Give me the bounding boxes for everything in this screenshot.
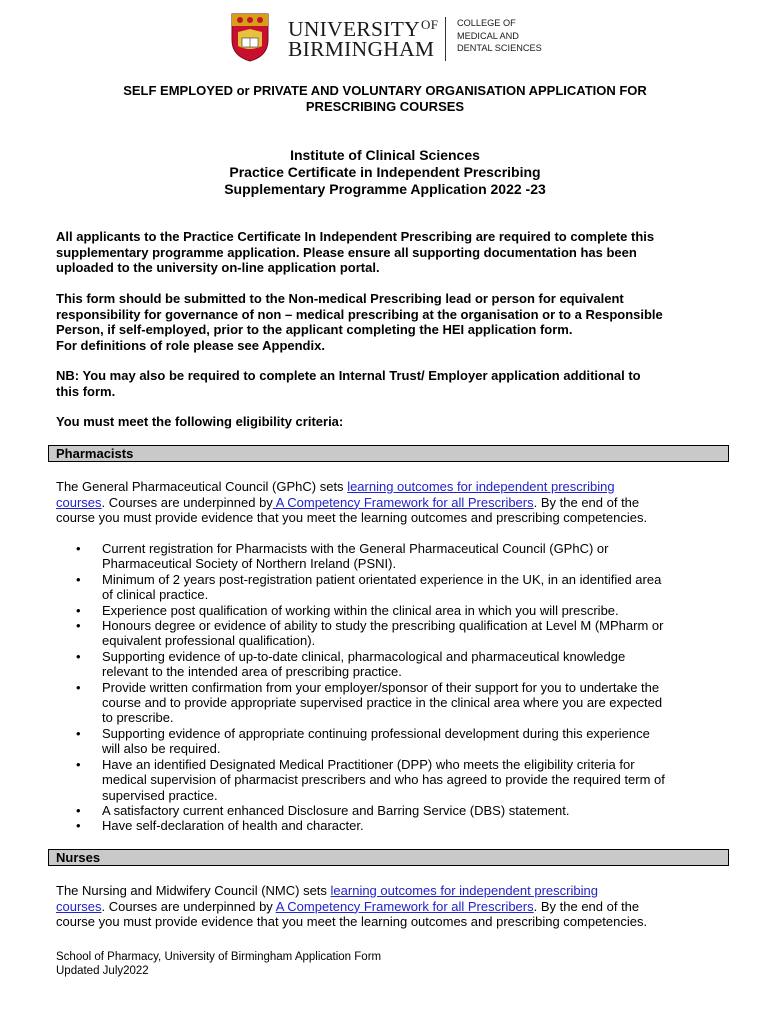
list-item: • Honours degree or evidence of ability to study the prescribing qualification at Level M (MPharm or equivalent professional qualification).	[76, 618, 664, 649]
bullet-icon: •	[76, 602, 81, 618]
intro-paragraph-submission: This form should be submitted to the Non-medical Prescribing lead or person for equivalent responsibility for governance of non – medical prescribing at the organisation or to a Responsible Person, if self-employed, prior to the applicant completing the HEI application form. For definitions of role please see Appendix.	[56, 291, 663, 353]
list-item: • Minimum of 2 years post-registration patient orientated experience in the UK, in an identified area of clinical practice.	[76, 571, 662, 603]
bullet-icon: •	[76, 802, 81, 818]
college-name: COLLEGE OF MEDICAL AND DENTAL SCIENCES	[457, 18, 542, 53]
nurses-intro-paragraph: The Nursing and Midwifery Council (NMC) sets learning outcomes for independent prescribing courses. Courses are underpinned by A Competency Framework for all Prescribers. By the end of the course you must provide evidence that you meet the learning outcomes and prescribing competencies.	[56, 883, 648, 929]
programme-subtitle: Institute of Clinical Sciences Practice Certificate in Independent Prescribing Supplementary Programme Application 2022 -23	[224, 147, 546, 197]
list-item: • Have an identified Designated Medical Practitioner (DPP) who meets the eligibility criteria for medical supervision of pharmacist prescribers and who has agreed to provide the required term of supervised practice.	[76, 756, 665, 803]
university-logo	[222, 8, 568, 66]
learning-outcomes-link[interactable]: learning outcomes for independent prescribing	[347, 479, 615, 494]
bullet-icon: •	[76, 756, 81, 772]
university-name: $UNIVERSITY^{OF}$ BIRMINGHAM	[288, 17, 439, 61]
document-title: SELF EMPLOYED or PRIVATE AND VOLUNTARY ORGANISATION APPLICATION FOR PRESCRIBING COURSES	[123, 83, 647, 114]
list-item: • Have self-declaration of health and character.	[76, 818, 364, 834]
list-item: • Supporting evidence of appropriate continuing professional development during this experience will also be required.	[76, 725, 650, 757]
bullet-icon: •	[76, 818, 81, 834]
pharmacists-criteria-list	[56, 541, 731, 834]
university-crest-icon	[230, 12, 270, 62]
list-item: • Supporting evidence of up-to-date clinical, pharmacological and pharmaceutical knowledge relevant to the intended area of prescribing practice.	[76, 648, 626, 680]
section-heading-nurses: Nurses	[48, 849, 729, 866]
intro-paragraph-applicants: All applicants to the Practice Certificate In Independent Prescribing are required to complete this supplementary programme application. Please ensure all supporting documentation has been uploaded to the university on-line application portal.	[56, 229, 655, 275]
list-item: • A satisfactory current enhanced Disclosure and Barring Service (DBS) statement.	[76, 802, 570, 818]
eligibility-criteria-heading: You must meet the following eligibility criteria:	[56, 414, 344, 429]
bullet-icon: •	[76, 679, 81, 695]
list-item: • Experience post qualification of working within the clinical area in which you will prescribe.	[76, 602, 619, 618]
nmc-learning-outcomes-link-cont[interactable]: courses	[56, 898, 102, 914]
section-heading-pharmacists: Pharmacists	[48, 445, 729, 462]
pharmacists-intro-paragraph: The General Pharmaceutical Council (GPhC) sets learning outcomes for independent prescribing courses. Courses are underpinned by A Competency Framework for all Prescribers. By the end of the course you must provide evidence that you meet the learning outcomes and prescribing competencies.	[56, 479, 648, 525]
bullet-icon: •	[76, 725, 81, 741]
list-item: • Provide written confirmation from your employer/sponsor of their support for you to undertake the course and to provide appropriate supervised practice in the clinical area where you are expected to prescribe.	[76, 679, 663, 726]
intro-paragraph-nb: NB: You may also be required to complete an Internal Trust/ Employer application additional to this form.	[56, 368, 641, 399]
bullet-icon: •	[76, 571, 81, 587]
bullet-icon: •	[76, 648, 81, 664]
list-item: • Current registration for Pharmacists with the General Pharmaceutical Council (GPhC) or Pharmaceutical Society of Northern Ireland (PSNI).	[76, 541, 609, 572]
learning-outcomes-link-cont[interactable]: courses	[56, 494, 102, 510]
nmc-competency-framework-link[interactable]: A Competency Framework for all Prescribers	[275, 898, 534, 914]
bullet-icon: •	[76, 618, 81, 634]
nmc-learning-outcomes-link[interactable]: learning outcomes for independent prescribing	[330, 883, 598, 898]
logo-divider	[445, 17, 446, 61]
bullet-icon: •	[76, 541, 81, 556]
competency-framework-link[interactable]: A Competency Framework for all Prescribers	[272, 494, 534, 510]
page-footer: School of Pharmacy, University of Birmingham Application Form Updated July2022	[56, 951, 382, 977]
